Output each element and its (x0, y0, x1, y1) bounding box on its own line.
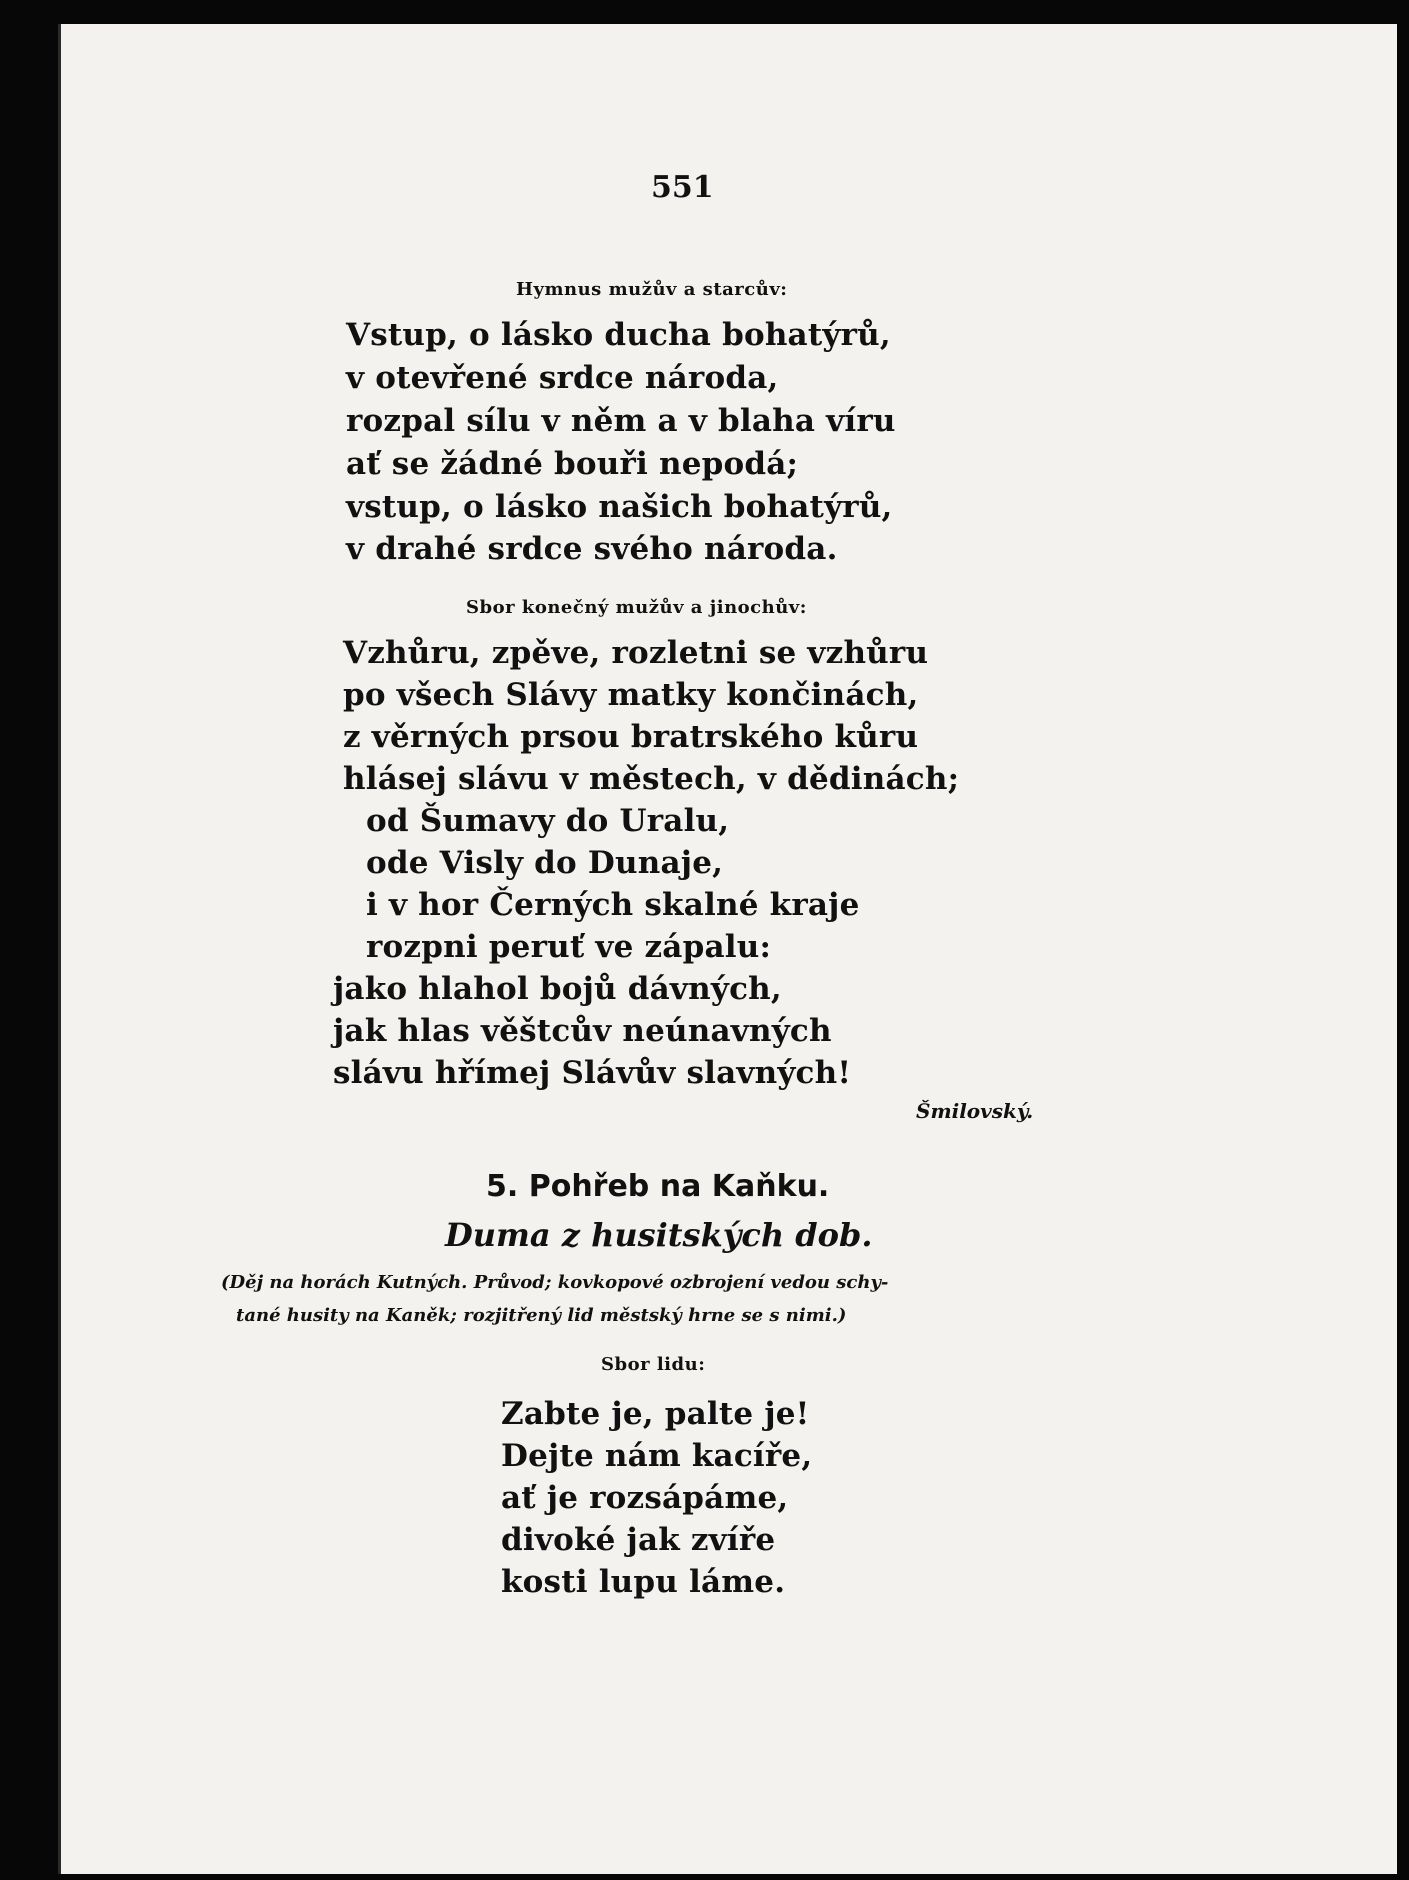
verse-line: Dejte nám kacíře, (501, 1438, 813, 1474)
verse-line: po všech Slávy matky končinách, (343, 677, 919, 713)
verse-line: slávu hřímej Slávův slavných! (333, 1055, 852, 1091)
book-page (58, 24, 1397, 1874)
verse-line: Vzhůru, zpěve, rozletni se vzhůru (343, 635, 929, 671)
verse-line: i v hor Černých skalné kraje (366, 887, 860, 923)
verse-line: ode Visly do Dunaje, (366, 845, 724, 881)
stage-direction-line: tané husity na Kaněk; rozjitřený lid městský hrne se s nimi.) (236, 1305, 847, 1326)
verse-line: v otevřené srdce národa, (346, 360, 779, 396)
verse-line: jak hlas věštcův neúnavných (333, 1013, 832, 1049)
chorus-label: Sbor lidu: (601, 1354, 706, 1375)
stage-direction-line: (Děj na horách Kutných. Průvod; kovkopové ozbrojení vedou schy- (221, 1272, 889, 1293)
verse-line: ať je rozsápáme, (501, 1480, 789, 1516)
verse-line: z věrných prsou bratrského kůru (343, 719, 919, 755)
verse-line: Vstup, o lásko ducha bohatýrů, (346, 317, 891, 353)
poem-heading: 5. Pohřeb na Kaňku. (486, 1169, 830, 1204)
page-number: 551 (651, 170, 714, 205)
section2-label: Sbor konečný mužův a jinochův: (466, 597, 807, 618)
verse-line: rozpni peruť ve zápalu: (366, 929, 772, 965)
verse-line: v drahé srdce svého národa. (346, 531, 838, 567)
section1-label: Hymnus mužův a starcův: (516, 279, 788, 300)
verse-line: jako hlahol bojů dávných, (333, 971, 782, 1007)
verse-line: od Šumavy do Uralu, (366, 803, 730, 839)
verse-line: kosti lupu láme. (501, 1564, 786, 1600)
verse-line: rozpal sílu v něm a v blaha víru (346, 403, 896, 439)
author-signature: Šmilovský. (916, 1099, 1034, 1123)
verse-line: hlásej slávu v městech, v dědinách; (343, 761, 960, 797)
poem-subtitle: Duma z husitských dob. (445, 1216, 873, 1254)
verse-line: ať se žádné bouři nepodá; (346, 446, 799, 482)
verse-line: vstup, o lásko našich bohatýrů, (346, 489, 893, 525)
verse-line: divoké jak zvíře (501, 1522, 776, 1558)
verse-line: Zabte je, palte je! (501, 1396, 810, 1432)
